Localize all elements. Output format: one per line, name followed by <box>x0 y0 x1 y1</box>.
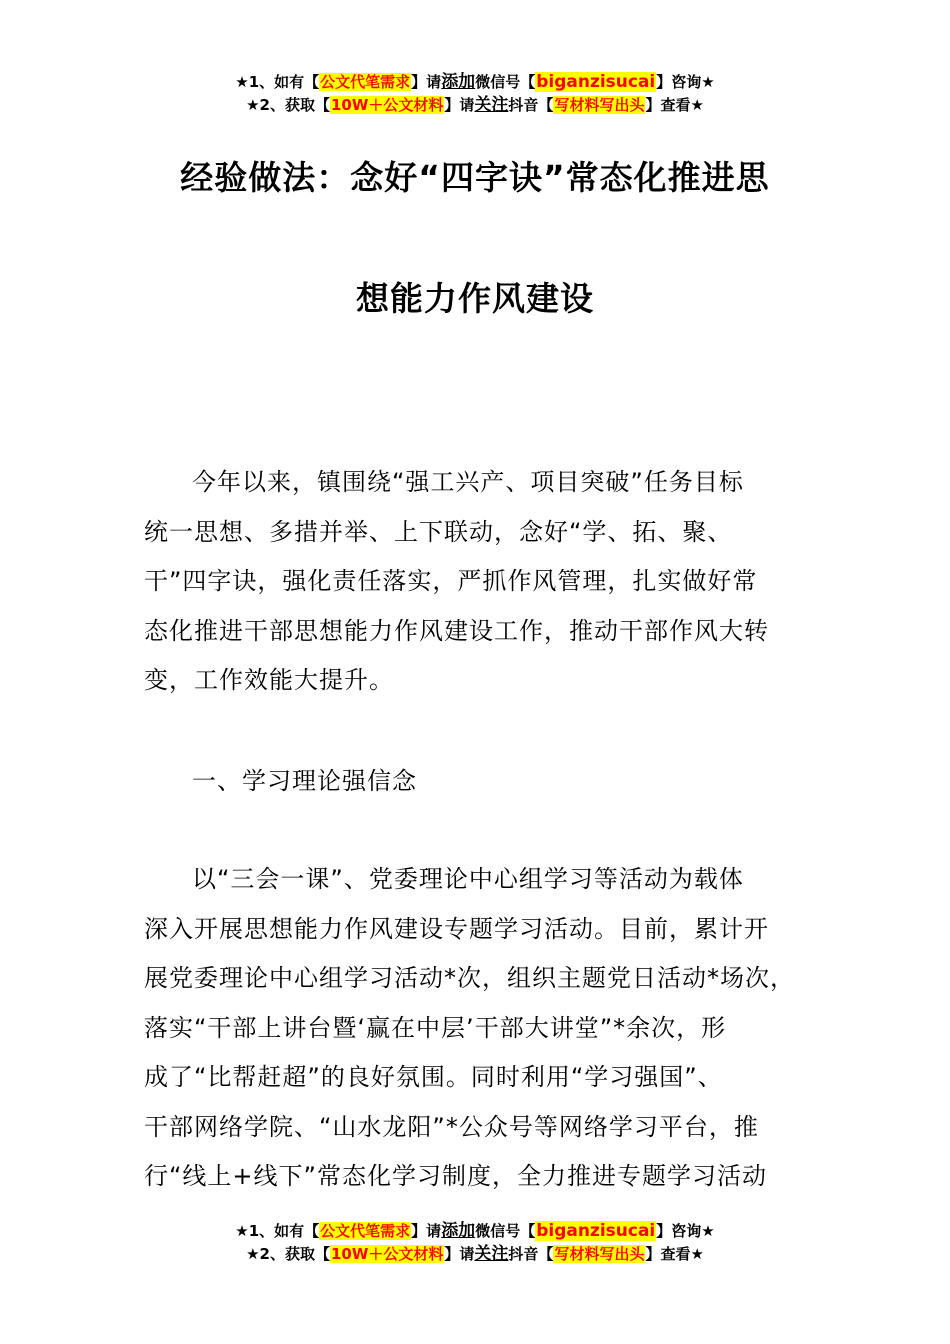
banner-text: 微信号【 <box>475 1222 536 1240</box>
highlight-service: 公文代笔需求 <box>320 73 411 91</box>
banner-text: 微信号【 <box>475 73 536 91</box>
paragraph-line: 统一思想、多措并举、上下联动，念好“学、拓、聚、 <box>144 517 733 546</box>
highlight-douyin-account: 写材料写出头 <box>554 1245 645 1263</box>
paragraph-line: 成了“比帮赶超”的良好氛围。同时利用“学习强国”、 <box>144 1063 723 1091</box>
banner-text: 】查看★ <box>645 96 704 114</box>
paragraph-line: 干部网络学院、“山水龙阳”*公众号等网络学习平台，推 <box>144 1112 759 1141</box>
banner-text: 】查看★ <box>645 1245 704 1263</box>
paragraph-line: 展党委理论中心组学习活动*次，组织主题党日活动*场次， <box>144 964 795 992</box>
paragraph-line: 干”四字诀，强化责任落实，严抓作风管理，扎实做好常 <box>144 567 758 595</box>
banner-text: 】请 <box>411 73 442 91</box>
banner-text: 】请 <box>411 1222 442 1240</box>
banner-text: 抖音【 <box>508 1245 554 1263</box>
underlined-action: 关注 <box>474 95 509 115</box>
highlight-materials: 10W＋公文材料 <box>330 1245 444 1263</box>
paragraph-line: 深入开展思想能力作风建设专题学习活动。目前，累计开 <box>144 914 769 943</box>
underlined-action: 添加 <box>441 1221 476 1241</box>
banner-text: ★1、如有【 <box>235 1222 320 1240</box>
banner-text: 】请 <box>444 1245 475 1263</box>
banner-text: 】咨询★ <box>656 73 715 91</box>
document-title-line-2: 想能力作风建设 <box>356 279 594 318</box>
banner-line-1 <box>0 1220 950 1243</box>
paragraph-line: 落实“干部上讲台暨‘赢在中层’干部大讲堂”*余次，形 <box>144 1013 727 1042</box>
paragraph-line: 变，工作效能大提升。 <box>144 666 394 694</box>
banner-text: 】咨询★ <box>656 1222 715 1240</box>
banner-line-1 <box>0 71 950 94</box>
paragraph-line: 行“线上+线下”常态化学习制度，全力推进专题学习活动 <box>144 1162 767 1190</box>
paragraph-line: 态化推进干部思想能力作风建设工作，推动干部作风大转 <box>144 616 769 645</box>
banner-text: ★2、获取【 <box>246 96 330 114</box>
banner-line-2 <box>0 1243 950 1266</box>
banner-text: 】请 <box>444 96 475 114</box>
highlight-service: 公文代笔需求 <box>320 1222 411 1240</box>
footer-banner <box>0 1220 950 1266</box>
section-paragraph <box>144 855 824 1202</box>
underlined-action: 关注 <box>474 1244 509 1264</box>
intro-paragraph <box>144 458 824 706</box>
banner-text: ★1、如有【 <box>235 73 320 91</box>
highlight-douyin-account: 写材料写出头 <box>554 96 645 114</box>
highlight-wechat-id: biganzisucai <box>536 72 656 92</box>
underlined-action: 添加 <box>441 72 476 92</box>
paragraph-line: 以“三会一课”、党委理论中心组学习等活动为载体 <box>192 865 744 893</box>
highlight-materials: 10W＋公文材料 <box>330 96 444 114</box>
highlight-wechat-id: biganzisucai <box>536 1221 656 1241</box>
banner-text: 抖音【 <box>508 96 554 114</box>
section-heading <box>144 757 824 807</box>
banner-text: ★2、获取【 <box>246 1245 330 1263</box>
section-heading-text: 一、学习理论强信念 <box>192 767 417 795</box>
paragraph-line: 今年以来，镇围绕“强工兴产、项目突破”任务目标 <box>192 468 744 496</box>
header-banner <box>0 71 950 117</box>
banner-line-2 <box>0 94 950 117</box>
document-title-line-1: 经验做法：念好“四字诀”常态化推进思 <box>180 158 770 197</box>
